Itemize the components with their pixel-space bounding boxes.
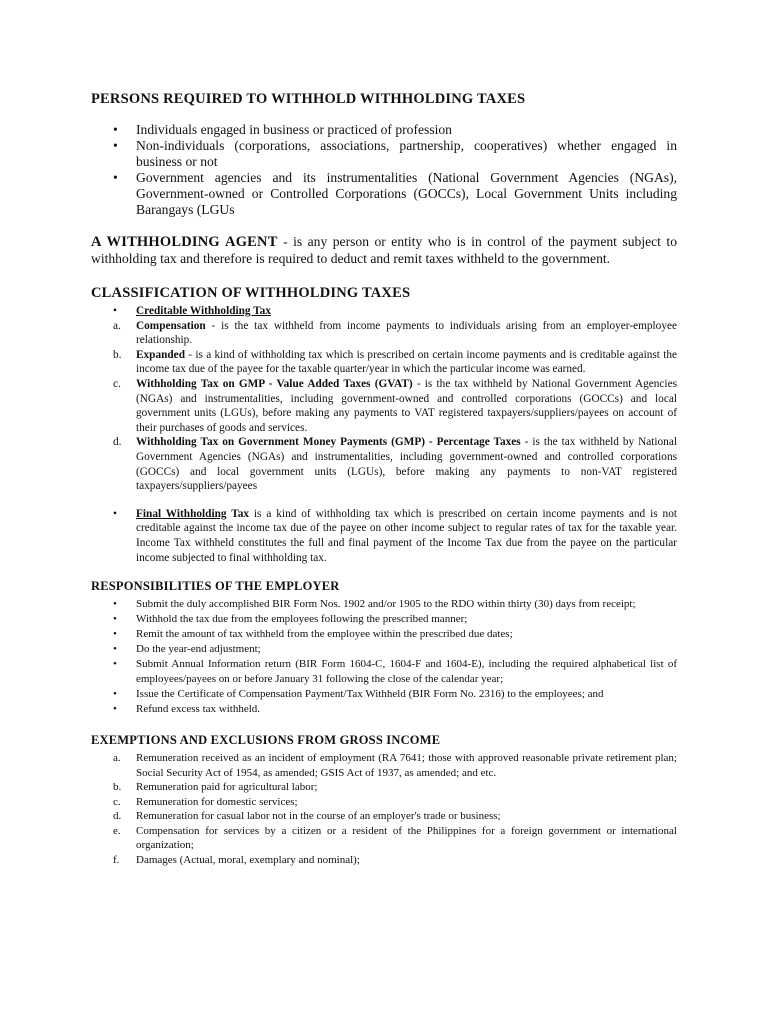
list-item [91, 435, 677, 493]
list-item-text: Non-individuals (corporations, associations, partnership, cooperatives) whether engaged in business or not [136, 138, 677, 169]
list-item [91, 642, 677, 657]
list-item [91, 687, 677, 702]
list-item [91, 853, 677, 868]
list-item-text: Remuneration paid for agricultural labor; [136, 781, 318, 794]
definition-text: - is any person or entity who is in control of the payment subject to withholding tax and therefore is required to deduct and remit taxes withheld to the government. [91, 234, 677, 266]
list-item [91, 348, 677, 377]
list-item [91, 795, 677, 810]
list-item [91, 170, 677, 218]
list-item-text: Remit the amount of tax withheld from the employee within the prescribed due dates; [136, 628, 513, 641]
list-marker: c. [113, 795, 121, 808]
section-heading-persons: PERSONS REQUIRED TO WITHHOLD WITHHOLDING TAXES [91, 91, 526, 107]
bullet-icon: • [113, 138, 118, 153]
list-marker: a. [113, 319, 121, 332]
bullet-icon: • [113, 598, 117, 611]
bullet-icon: • [113, 643, 117, 656]
item-term: Withholding Tax on Government Money Payments (GMP) - Percentage Taxes [136, 436, 521, 449]
list-marker: f. [113, 853, 120, 866]
item-text: - is the tax withheld by National Government Agencies (NGAs) and instrumentalities, including government-owned and controlled corporations (GOCCs) and local government units (LGUs), before making any payments to non-VAT registered taxpayers/suppliers/payees [136, 436, 677, 493]
bullet-icon: • [113, 613, 117, 626]
list-item-text: Remuneration received as an incident of employment (RA 7641; those with approved reasonable private retirement plan; Social Security Act of 1954, as amended; GSIS Act of 1937, as amended; and etc. [136, 752, 677, 779]
list-item [91, 702, 677, 717]
bullet-icon: • [113, 305, 117, 317]
bullet-icon: • [113, 628, 117, 641]
list-marker: b. [113, 781, 122, 794]
item-text: - is a kind of withholding tax which is prescribed on certain income payments and is creditable against the income tax due of the payee for the taxable quarter/year in which the particular income was earned. [136, 348, 677, 376]
item-text: - is the tax withheld by National Government Agencies (NGAs) and instrumentalities, including government-owned and controlled corporations (GOCCs) and local government units (LGUs), before making any payments to VAT registered taxpayers/suppliers/payees on account of their purchases of goods and services. [136, 377, 677, 434]
exemptions-list [91, 751, 677, 867]
bullet-icon: • [113, 658, 117, 671]
list-marker: c. [113, 377, 121, 390]
term-underlined: Final Withholding [136, 507, 227, 520]
list-item [91, 122, 677, 138]
list-marker: a. [113, 752, 121, 765]
persons-list [91, 122, 677, 218]
list-item [91, 612, 677, 627]
withholding-agent-definition [91, 234, 677, 267]
item-text: is a kind of withholding tax which is prescribed on certain income payments and is not creditable against the income tax due of the payee on other income subject to regular rates of tax for the taxable year. Income Tax withheld constitutes the full and final payment of the Income Tax due from the payee on the particular income subjected to final withholding tax. [136, 507, 677, 564]
list-item [91, 751, 677, 780]
bullet-icon: • [113, 122, 118, 137]
term-rest: Tax [226, 507, 250, 520]
list-marker: e. [113, 824, 121, 837]
list-item [91, 377, 677, 435]
list-marker: b. [113, 348, 122, 361]
classification-list [91, 304, 677, 565]
list-item-text: Remuneration for casual labor not in the course of an employer's trade or business; [136, 810, 501, 823]
list-item-text: Remuneration for domestic services; [136, 795, 298, 808]
section-heading-classification: CLASSIFICATION OF WITHHOLDING TAXES [91, 285, 411, 301]
list-item-text: Submit the duly accomplished BIR Form Nos. 1902 and/or 1905 to the RDO within thirty (30) days from receipt; [136, 598, 636, 611]
list-item [91, 304, 677, 319]
list-item-text: Compensation for services by a citizen or a resident of the Philippines for a foreign government or international organization; [136, 824, 677, 852]
bullet-icon: • [113, 703, 117, 716]
definition-term: A WITHHOLDING AGENT [91, 234, 278, 250]
item-term: Expanded [136, 348, 185, 361]
list-item-text: Individuals engaged in business or practiced of profession [136, 122, 452, 137]
list-item [91, 657, 677, 687]
document-content [91, 91, 677, 867]
list-item [91, 627, 677, 642]
list-item-text: Submit Annual Information return (BIR Form 1604-C, 1604-F and 1604-E), including the required alphabetical list of employees/payees on or before January 31 following the close of the calendar year; [136, 658, 677, 686]
list-item [91, 809, 677, 824]
list-item [91, 824, 677, 853]
list-item-text: Government agencies and its instrumentalities (National Government Agencies (NGAs), Government-owned or Controlled Corporations (GOCCs), Local Government Units including Barangays (LGUs [136, 170, 677, 217]
list-item-text: Issue the Certificate of Compensation Payment/Tax Withheld (BIR Form No. 2316) to the employees; and [136, 688, 604, 701]
responsibilities-list [91, 597, 677, 717]
item-term: Withholding Tax on GMP - Value Added Taxes (GVAT) [136, 377, 413, 390]
list-item-text: Damages (Actual, moral, exemplary and nominal); [136, 853, 360, 866]
list-item [91, 319, 677, 348]
list-item [91, 507, 677, 565]
list-marker: d. [113, 810, 122, 823]
creditable-label: Creditable Withholding Tax [136, 305, 271, 317]
list-marker: d. [113, 436, 122, 449]
final-withholding-term [136, 508, 249, 520]
bullet-icon: • [113, 170, 118, 185]
list-item-text: Withhold the tax due from the employees following the prescribed manner; [136, 613, 468, 626]
section-heading-exemptions: EXEMPTIONS AND EXCLUSIONS FROM GROSS INCOME [91, 733, 441, 748]
item-text: - is the tax withheld from income payments to individuals arising from an employer-employee relationship. [136, 319, 677, 347]
list-item [91, 597, 677, 612]
bullet-icon: • [113, 688, 117, 701]
section-heading-responsibilities: RESPONSIBILITIES OF THE EMPLOYER [91, 579, 340, 594]
list-item-text: Refund excess tax withheld. [136, 703, 261, 716]
list-item [91, 138, 677, 170]
list-item [91, 780, 677, 795]
bullet-icon: • [113, 507, 117, 520]
list-item-text: Do the year-end adjustment; [136, 643, 261, 656]
item-term: Compensation [136, 319, 206, 332]
